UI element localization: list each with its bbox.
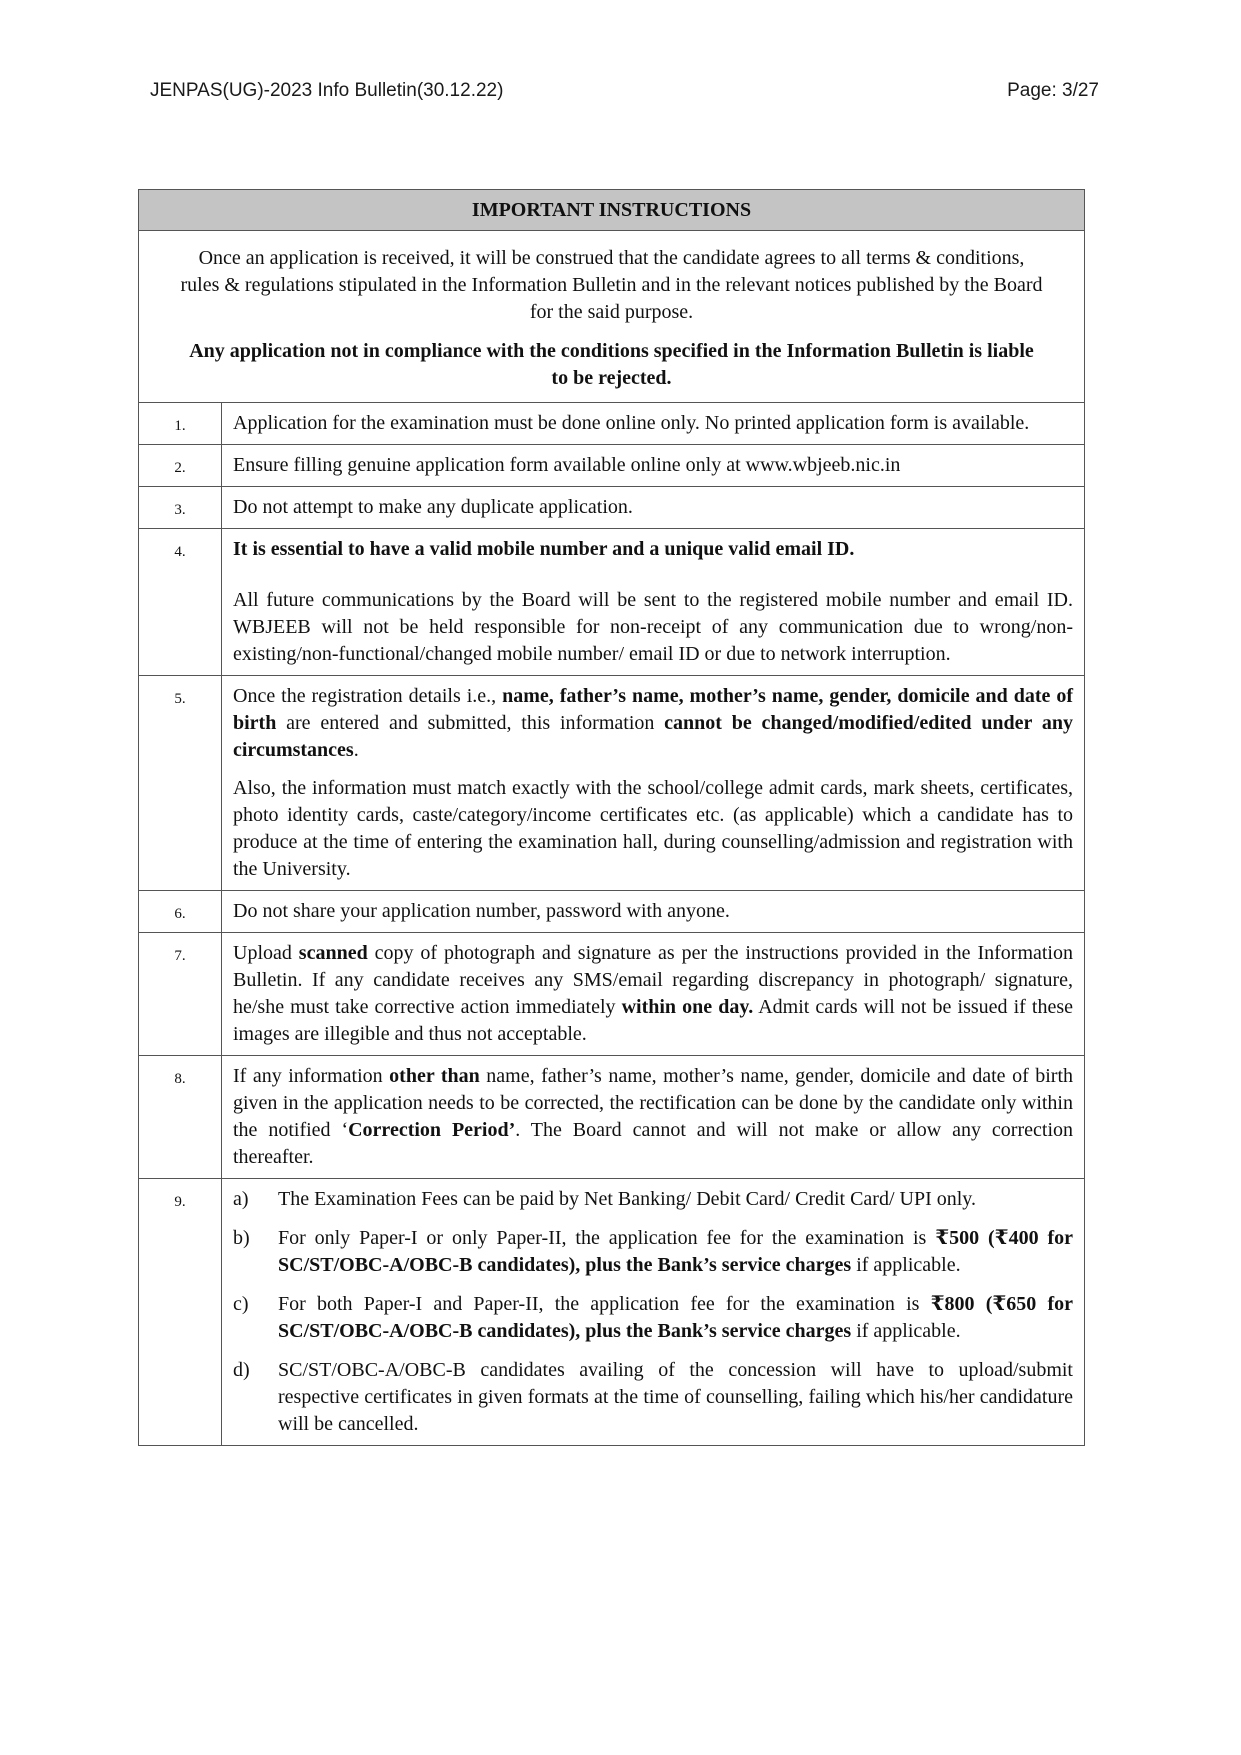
rejection-warning: Any application not in compliance with the conditions specified in the Information Bulletin is liable to be rejected. [189, 340, 1034, 389]
instruction-row-8 [139, 1056, 1085, 1179]
title-row [139, 190, 1085, 231]
instruction-row-2 [139, 445, 1085, 487]
fee-subitem-c [233, 1291, 1073, 1345]
item-text: Do not share your application number, password with anyone. [233, 900, 730, 922]
item-number: 3. [139, 487, 222, 529]
instruction-row-5 [139, 676, 1085, 891]
subitem-label: a) [233, 1188, 249, 1210]
instruction-row-6 [139, 891, 1085, 933]
instruction-row-4 [139, 529, 1085, 676]
subitem-label: c) [233, 1293, 249, 1315]
item-number: 2. [139, 445, 222, 487]
item-bold-text: It is essential to have a valid mobile number and a unique valid email ID. [233, 538, 855, 560]
instruction-row-3 [139, 487, 1085, 529]
instruction-row-1 [139, 403, 1085, 445]
instruction-row-9 [139, 1179, 1085, 1446]
item-text: Do not attempt to make any duplicate application. [233, 496, 633, 518]
fee-subitem-b [233, 1225, 1073, 1279]
fee-subitem-d [233, 1357, 1073, 1438]
item-number: 7. [139, 933, 222, 1056]
item-text: Ensure filling genuine application form available online only at www.wbjeeb.nic.in [233, 454, 901, 476]
intro-text: Once an application is received, it will be construed that the candidate agrees to all terms & conditions, rules & regulations stipulated in the Information Bulletin and in the relevant notices published by the Board for the said purpose. [180, 247, 1043, 323]
item-text: Once the registration details i.e., name, father’s name, mother’s name, gender, domicile and date of birth are entered and submitted, this information cannot be changed/modified/edited under any circumstances. [233, 685, 1073, 761]
subitem-text: The Examination Fees can be paid by Net Banking/ Debit Card/ Credit Card/ UPI only. [278, 1188, 976, 1210]
instruction-row-7 [139, 933, 1085, 1056]
subitem-text: For only Paper-I or only Paper-II, the application fee for the examination is ₹500 (₹400 for SC/ST/OBC-A/OBC-B candidates), plus the Bank’s service charges if applicable. [278, 1227, 1073, 1276]
instructions-table [138, 189, 1085, 1446]
item-text-2: Also, the information must match exactly with the school/college admit cards, mark sheets, certificates, photo identity cards, caste/category/income certificates etc. (as applicable) which a candidate has to produce at the time of entering the examination hall, during counselling/admission and registration with the University. [233, 777, 1073, 880]
item-text: All future communications by the Board will be sent to the registered mobile number and email ID. WBJEEB will not be held responsible for non-receipt of any communication due to wrong/non- existing/non-functional/changed mobile number/ email ID or due to network interruption. [233, 589, 1073, 665]
item-number: 5. [139, 676, 222, 891]
fee-subitem-a [233, 1186, 1073, 1213]
item-text: Upload scanned copy of photograph and signature as per the instructions provided in the Information Bulletin. If any candidate receives any SMS/email regarding discrepancy in photograph/ signature, he/she must take corrective action immediately within one day. Admit cards will not be issued if these images are illegible and thus not acceptable. [233, 942, 1073, 1045]
subitem-label: d) [233, 1359, 250, 1381]
item-text: If any information other than name, father’s name, mother’s name, gender, domicile and date of birth given in the application needs to be corrected, the rectification can be done by the candidate only within the notified ‘Correction Period’. The Board cannot and will not make or allow any correction thereafter. [233, 1065, 1074, 1168]
item-number: 6. [139, 891, 222, 933]
item-number: 4. [139, 529, 222, 676]
document-title: JENPAS(UG)-2023 Info Bulletin(30.12.22) [150, 80, 504, 101]
item-number: 1. [139, 403, 222, 445]
item-text: Application for the examination must be done online only. No printed application form is available. [233, 412, 1030, 434]
subitem-text: For both Paper-I and Paper-II, the application fee for the examination is ₹800 (₹650 for SC/ST/OBC-A/OBC-B candidates), plus the Bank’s service charges if applicable. [278, 1293, 1073, 1342]
subitem-text: SC/ST/OBC-A/OBC-B candidates availing of the concession will have to upload/submit respective certificates in given formats at the time of counselling, failing which his/her candidature will be cancelled. [278, 1359, 1073, 1435]
intro-row [139, 231, 1085, 403]
item-number: 8. [139, 1056, 222, 1179]
page-number: Page: 3/27 [1007, 80, 1099, 101]
instructions-heading: IMPORTANT INSTRUCTIONS [139, 190, 1085, 231]
item-number: 9. [139, 1179, 222, 1446]
subitem-label: b) [233, 1227, 250, 1249]
